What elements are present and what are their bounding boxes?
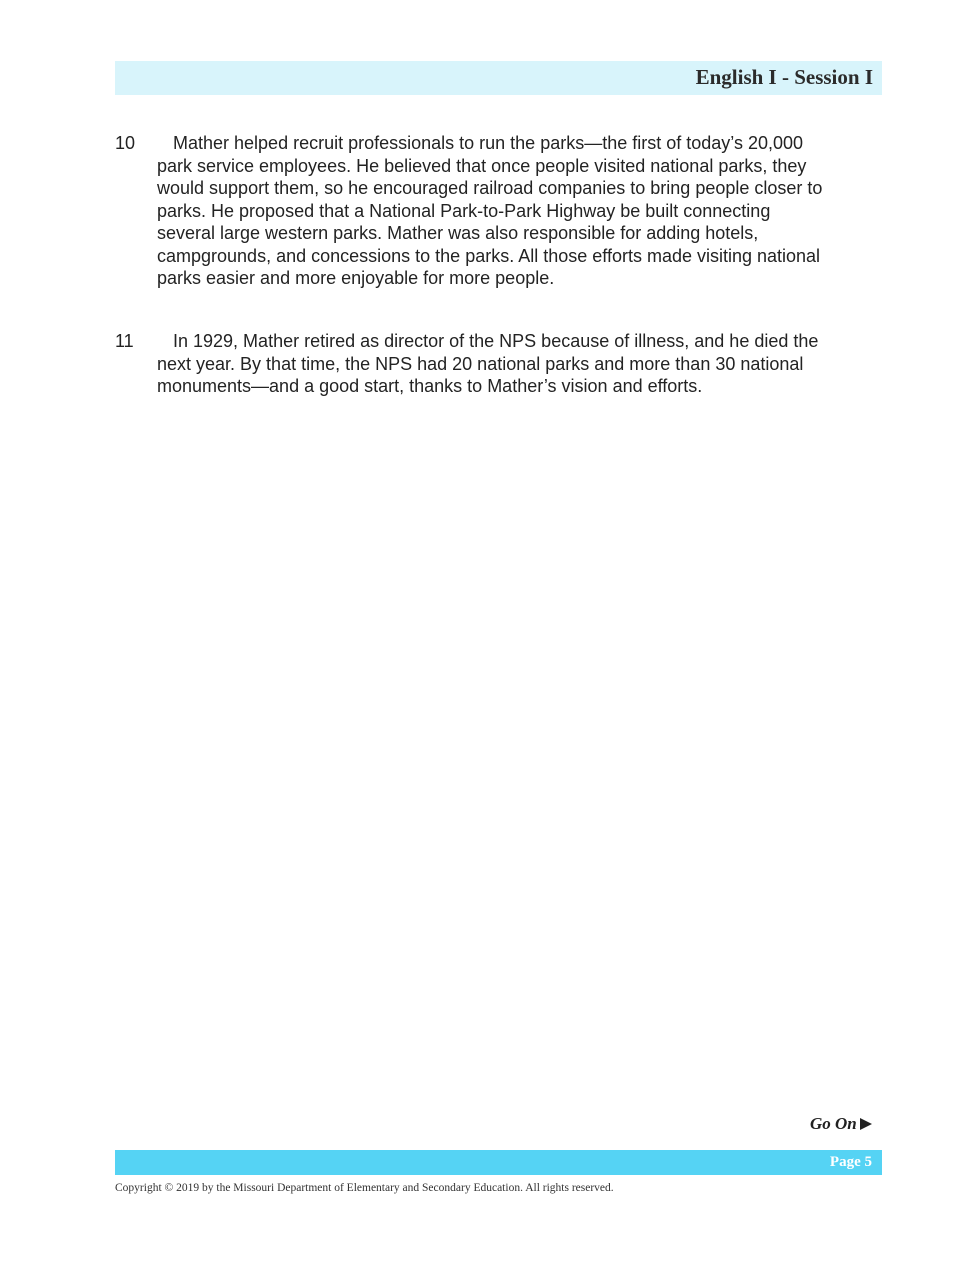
passage-paragraph-10 <box>115 132 825 290</box>
paragraph-text: Mather helped recruit professionals to run the parks—the first of today’s 20,000 park service employees. He believed that once people visited national parks, they would support them, so he encouraged railroad companies to bring people closer to parks. He proposed that a National Park-to-Park Highway be built connecting several large western parks. Mather was also responsible for adding hotels, campgrounds, and concessions to the parks. All those efforts made visiting national parks easier and more enjoyable for more people. <box>157 133 823 288</box>
paragraph-number: 10 <box>115 133 136 153</box>
copyright-notice: Copyright © 2019 by the Missouri Department of Elementary and Secondary Education. All rights reserved. <box>115 1182 614 1194</box>
paragraph-number: 11 <box>115 331 134 351</box>
passage-paragraph-11 <box>115 330 825 398</box>
page-number: Page 5 <box>829 1154 872 1170</box>
paragraph-text: In 1929, Mather retired as director of the NPS because of illness, and he died the next year. By that time, the NPS had 20 national parks and more than 30 national monuments—and a good start, thanks to Mather’s vision and efforts. <box>157 331 819 396</box>
go-on-label: Go On <box>810 1114 857 1133</box>
footer-page-bar <box>115 1150 882 1175</box>
go-on-indicator <box>810 1114 872 1134</box>
session-header-bar <box>115 61 882 95</box>
right-triangle-arrow-icon <box>860 1118 872 1130</box>
session-title: English I - Session I <box>695 65 873 89</box>
